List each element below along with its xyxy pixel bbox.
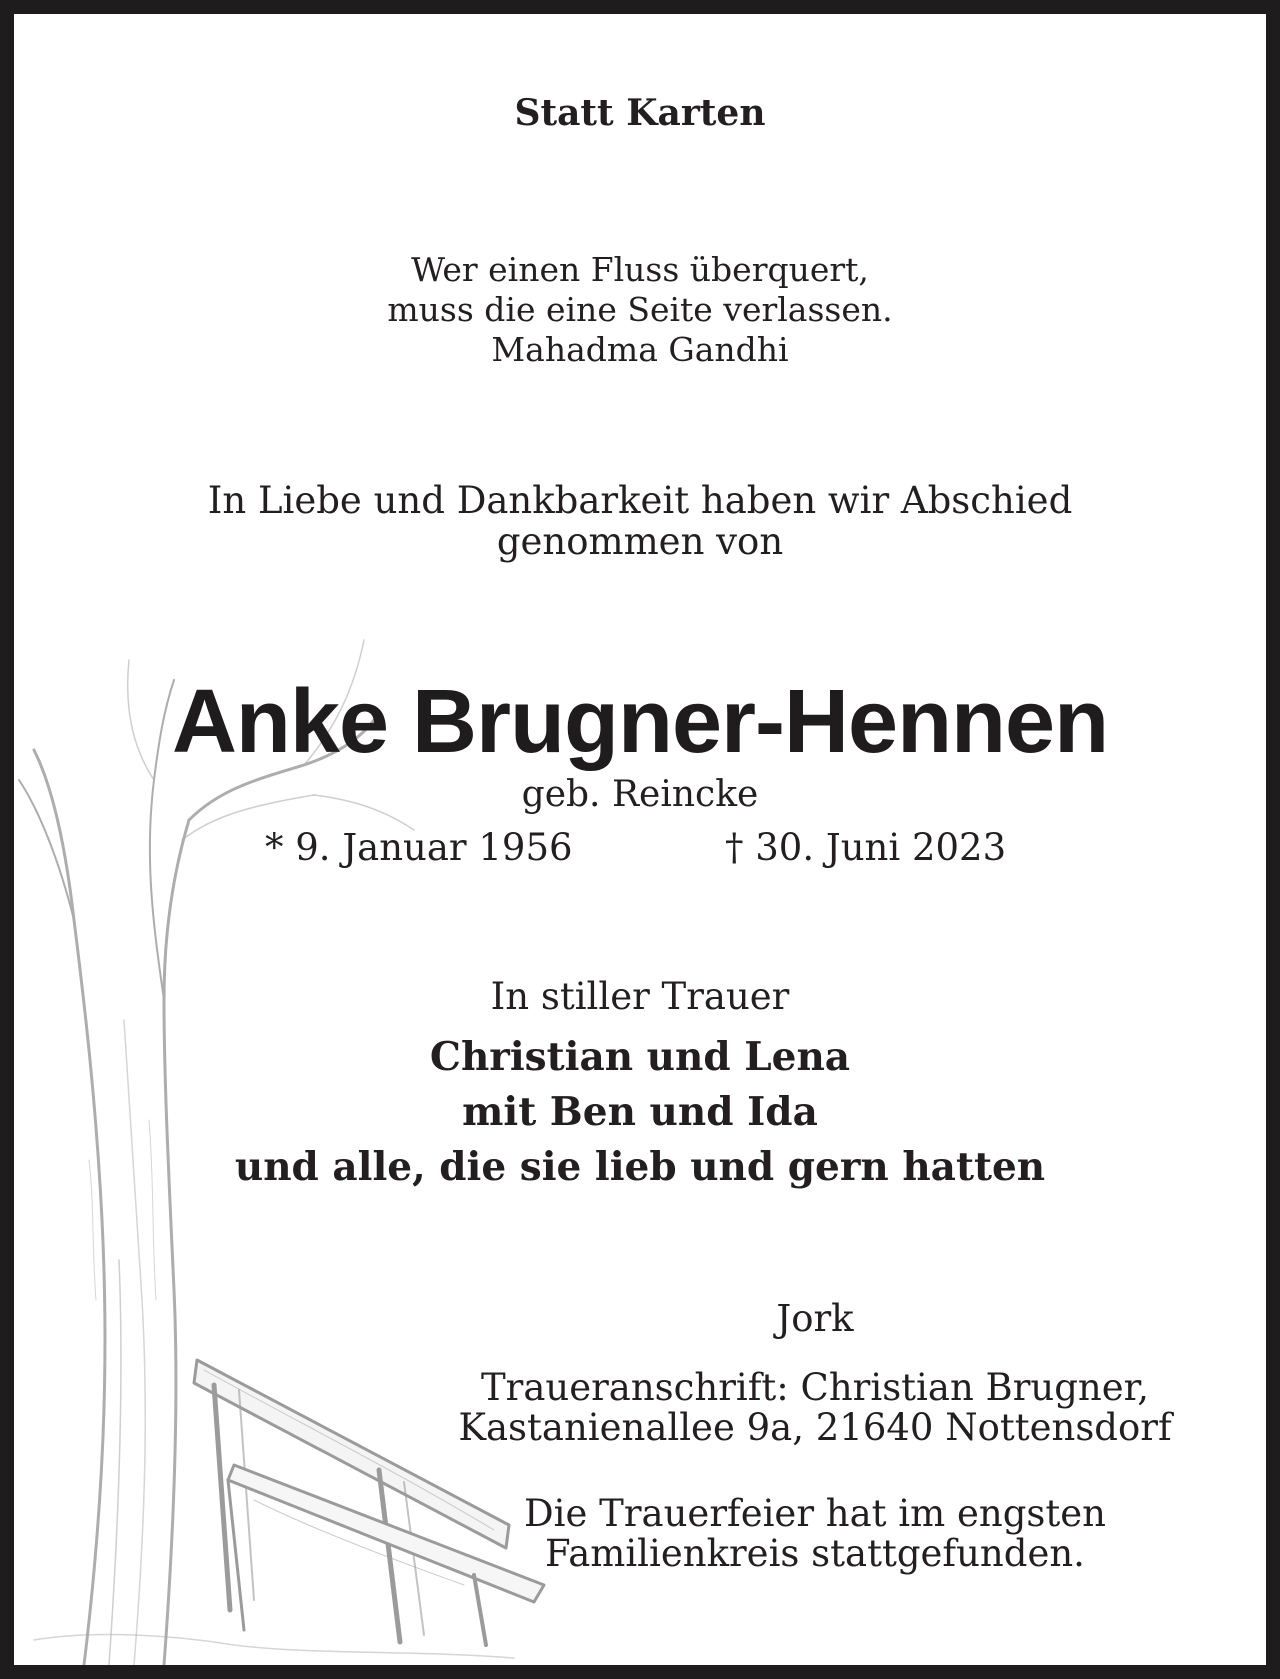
mourner-line: Christian und Lena [429, 1034, 851, 1080]
ceremony-note [430, 1494, 1200, 1574]
death-date: † 30. Juni 2023 [725, 826, 1007, 869]
birth-date: * 9. Januar 1956 [265, 826, 573, 869]
mourner-line: und alle, die sie lieb und gern hatten [234, 1144, 1046, 1190]
quote-line: Wer einen Fluss überquert, [411, 250, 869, 289]
notice-heading: Statt Karten [514, 92, 766, 134]
place: Jork [776, 1297, 854, 1340]
quote-author: Mahadma Gandhi [491, 330, 789, 369]
maiden-name: geb. Reincke [521, 774, 759, 815]
mourners-list [14, 1030, 1266, 1195]
mourner-line: mit Ben und Ida [462, 1089, 818, 1135]
mourners-intro: In stiller Trauer [490, 975, 790, 1018]
ceremony-line: Familienkreis stattgefunden. [545, 1532, 1085, 1575]
intro-line: In Liebe und Dankbarkeit haben wir Abschied [207, 479, 1073, 522]
quote [14, 250, 1266, 370]
intro-line: genommen von [496, 520, 784, 563]
quote-line: muss die eine Seite verlassen. [387, 290, 893, 329]
deceased-name: Anke Brugner-Hennen [171, 672, 1109, 772]
ceremony-line: Die Trauerfeier hat im engsten [524, 1492, 1106, 1535]
address-line: Traueranschrift: Christian Brugner, [480, 1366, 1150, 1409]
mourning-address [430, 1368, 1200, 1448]
intro-text [14, 480, 1266, 562]
address-line: Kastanienallee 9a, 21640 Nottensdorf [458, 1406, 1172, 1449]
